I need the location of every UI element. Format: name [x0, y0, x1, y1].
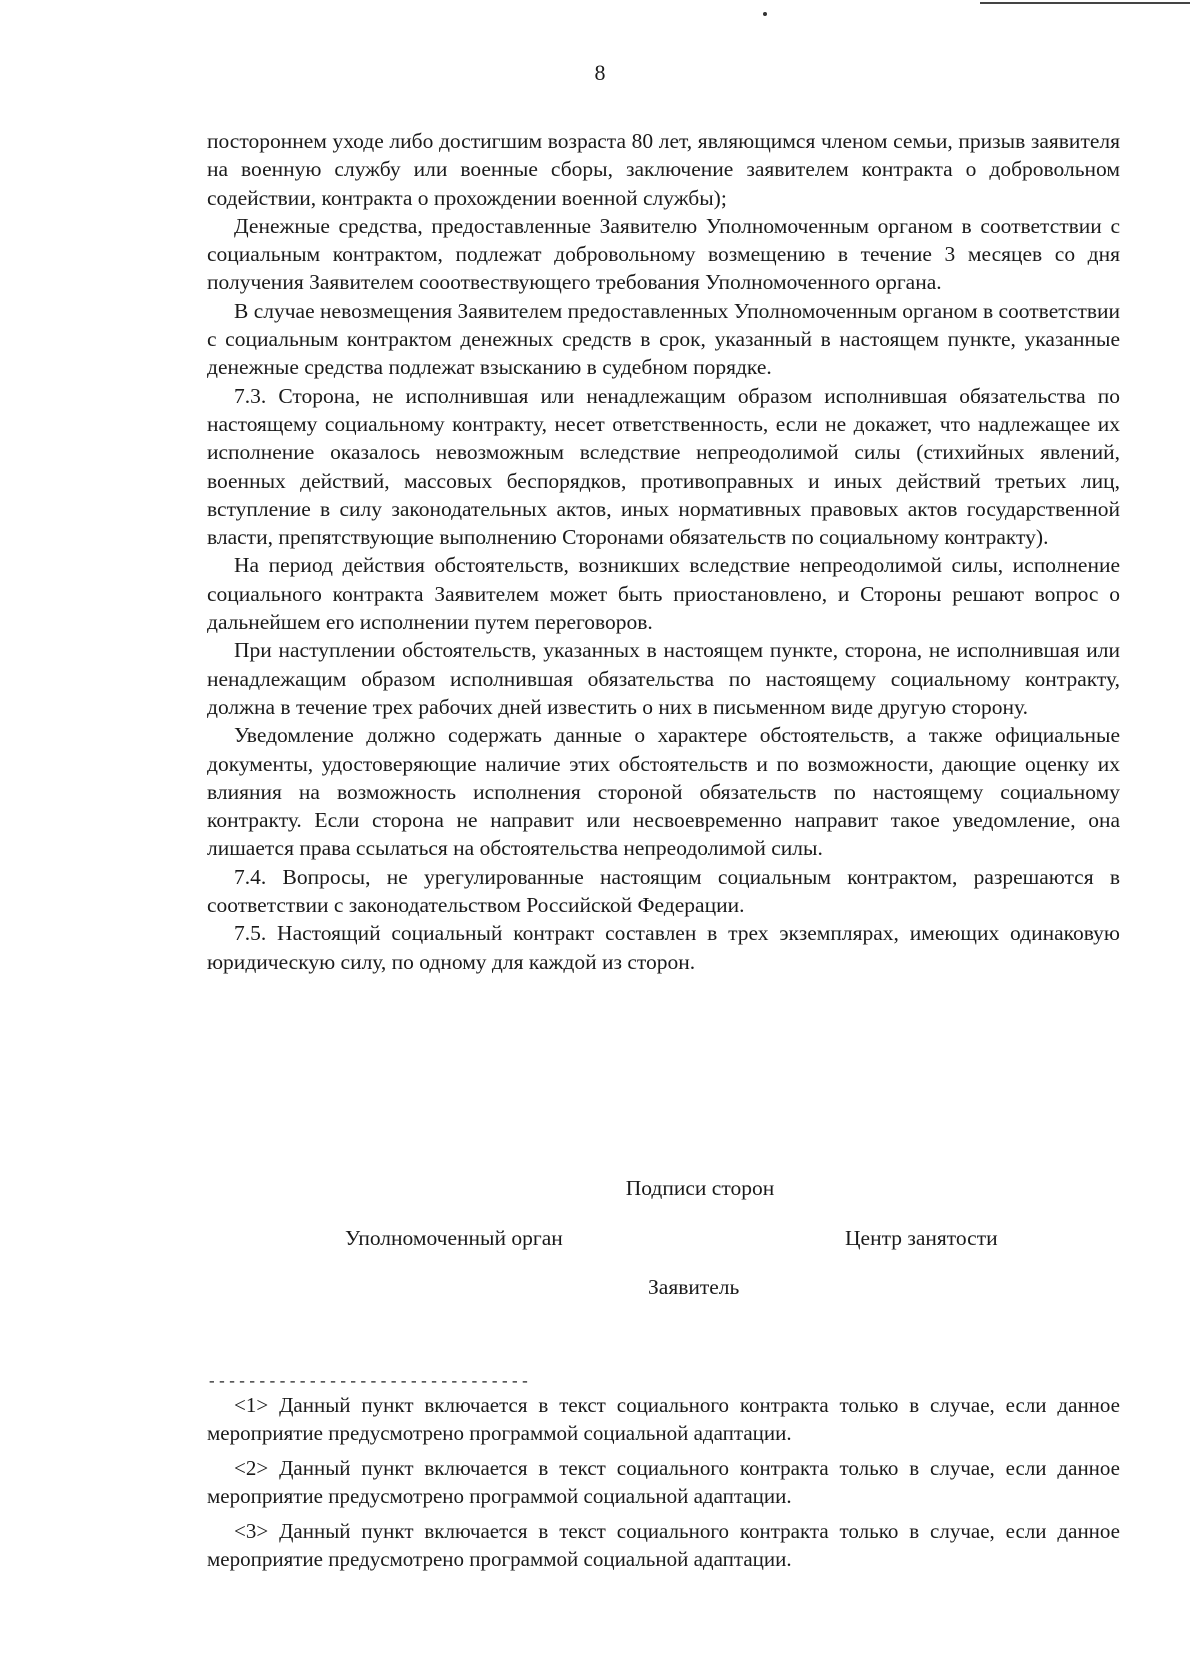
- body-paragraph: Уведомление должно содержать данные о характере обстоятельств, а также официальные документы, удостоверяющие наличие этих обстоятельств и по возможности, дающие оценку их влияния на возможность исполнения стороной обязательств по настоящему социальному контракту. Если сторона не направит или несвоевременно направит такое уведомление, она лишается права ссылаться на обстоятельства непреодолимой силы.: [207, 723, 1120, 861]
- signatures-heading: [0, 1176, 1200, 1201]
- footnote-separator: --------------------------------: [207, 1373, 531, 1391]
- body-paragraph: На период действия обстоятельств, возникших вследствие непреодолимой силы, исполнение социального контракта Заявителем может быть приостановлено, и Стороны решают вопрос о дальнейшем его исполнении путем переговоров.: [207, 553, 1120, 635]
- signature-label: Центр занятости: [845, 1226, 998, 1250]
- signature-label: Уполномоченный орган: [345, 1226, 563, 1250]
- page-number: 8: [594, 60, 606, 85]
- clause-7-3: 7.3. Сторона, не исполнившая или ненадлежащим образом исполнившая обязательства по настоящему социальному контракту, несет ответственность, если не докажет, что надлежащее их исполнение оказалось невозможным вследствие непреодолимой силы (стихийных явлений, военных действий, массовых беспорядков, противоправных и иных действий третьих лиц, вступление в силу законодательных актов, иных нормативных правовых актов государственной власти, препятствующие выполнению Сторонами обязательств по социальному контракту).: [207, 383, 1120, 550]
- signatures-heading-text: Подписи сторон: [625, 1176, 775, 1200]
- clause-7-5: 7.5. Настоящий социальный контракт составлен в трех экземплярах, имеющих одинаковую юридическую силу, по одному для каждой из сторон.: [207, 921, 1120, 974]
- scan-edge-mark: [980, 2, 1190, 4]
- signature-label: Заявитель: [648, 1275, 740, 1299]
- scan-speck: [763, 12, 767, 16]
- body-paragraph: При наступлении обстоятельств, указанных в настоящем пункте, сторона, не исполнившая или ненадлежащим образом исполнившая обязательства по настоящему социальному контракту, должна в течение трех рабочих дней известить о них в письменном виде другую сторону.: [207, 638, 1120, 719]
- document-body: [207, 127, 1120, 976]
- body-paragraph: В случае невозмещения Заявителем предоставленных Уполномоченным органом в соответствии с социальным контрактом денежных средств в срок, указанный в настоящем пункте, указанные денежные средства подлежат взысканию в судебном порядке.: [207, 298, 1120, 380]
- footnotes: [207, 1392, 1120, 1581]
- footnote-3: <3> Данный пункт включается в текст социального контракта только в случае, если данное мероприятие предусмотрено программой социальной адаптации.: [207, 1519, 1120, 1571]
- footnote-2: <2> Данный пункт включается в текст социального контракта только в случае, если данное мероприятие предусмотрено программой социальной адаптации.: [207, 1456, 1120, 1508]
- footnote-1: <1> Данный пункт включается в текст социального контракта только в случае, если данное мероприятие предусмотрено программой социальной адаптации.: [207, 1393, 1120, 1445]
- body-paragraph: Денежные средства, предоставленные Заявителю Уполномоченным органом в соответствии с социальным контрактом, подлежат добровольному возмещению в течение 3 месяцев со дня получения Заявителем сооотвествующего требования Уполномоченного органа.: [207, 213, 1120, 295]
- clause-7-4: 7.4. Вопросы, не урегулированные настоящим социальным контрактом, разрешаются в соответствии с законодательством Российской Федерации.: [207, 864, 1120, 918]
- signature-authorized-body: [345, 1226, 563, 1251]
- signature-employment-center: [845, 1226, 998, 1251]
- body-paragraph: постороннем уходе либо достигшим возраста 80 лет, являющимся членом семьи, призыв заявителя на военную службу или военные сборы, заключение заявителем контракта о добровольном содействии, контракта о прохождении военной службы);: [207, 129, 1120, 210]
- signature-applicant: [648, 1275, 739, 1300]
